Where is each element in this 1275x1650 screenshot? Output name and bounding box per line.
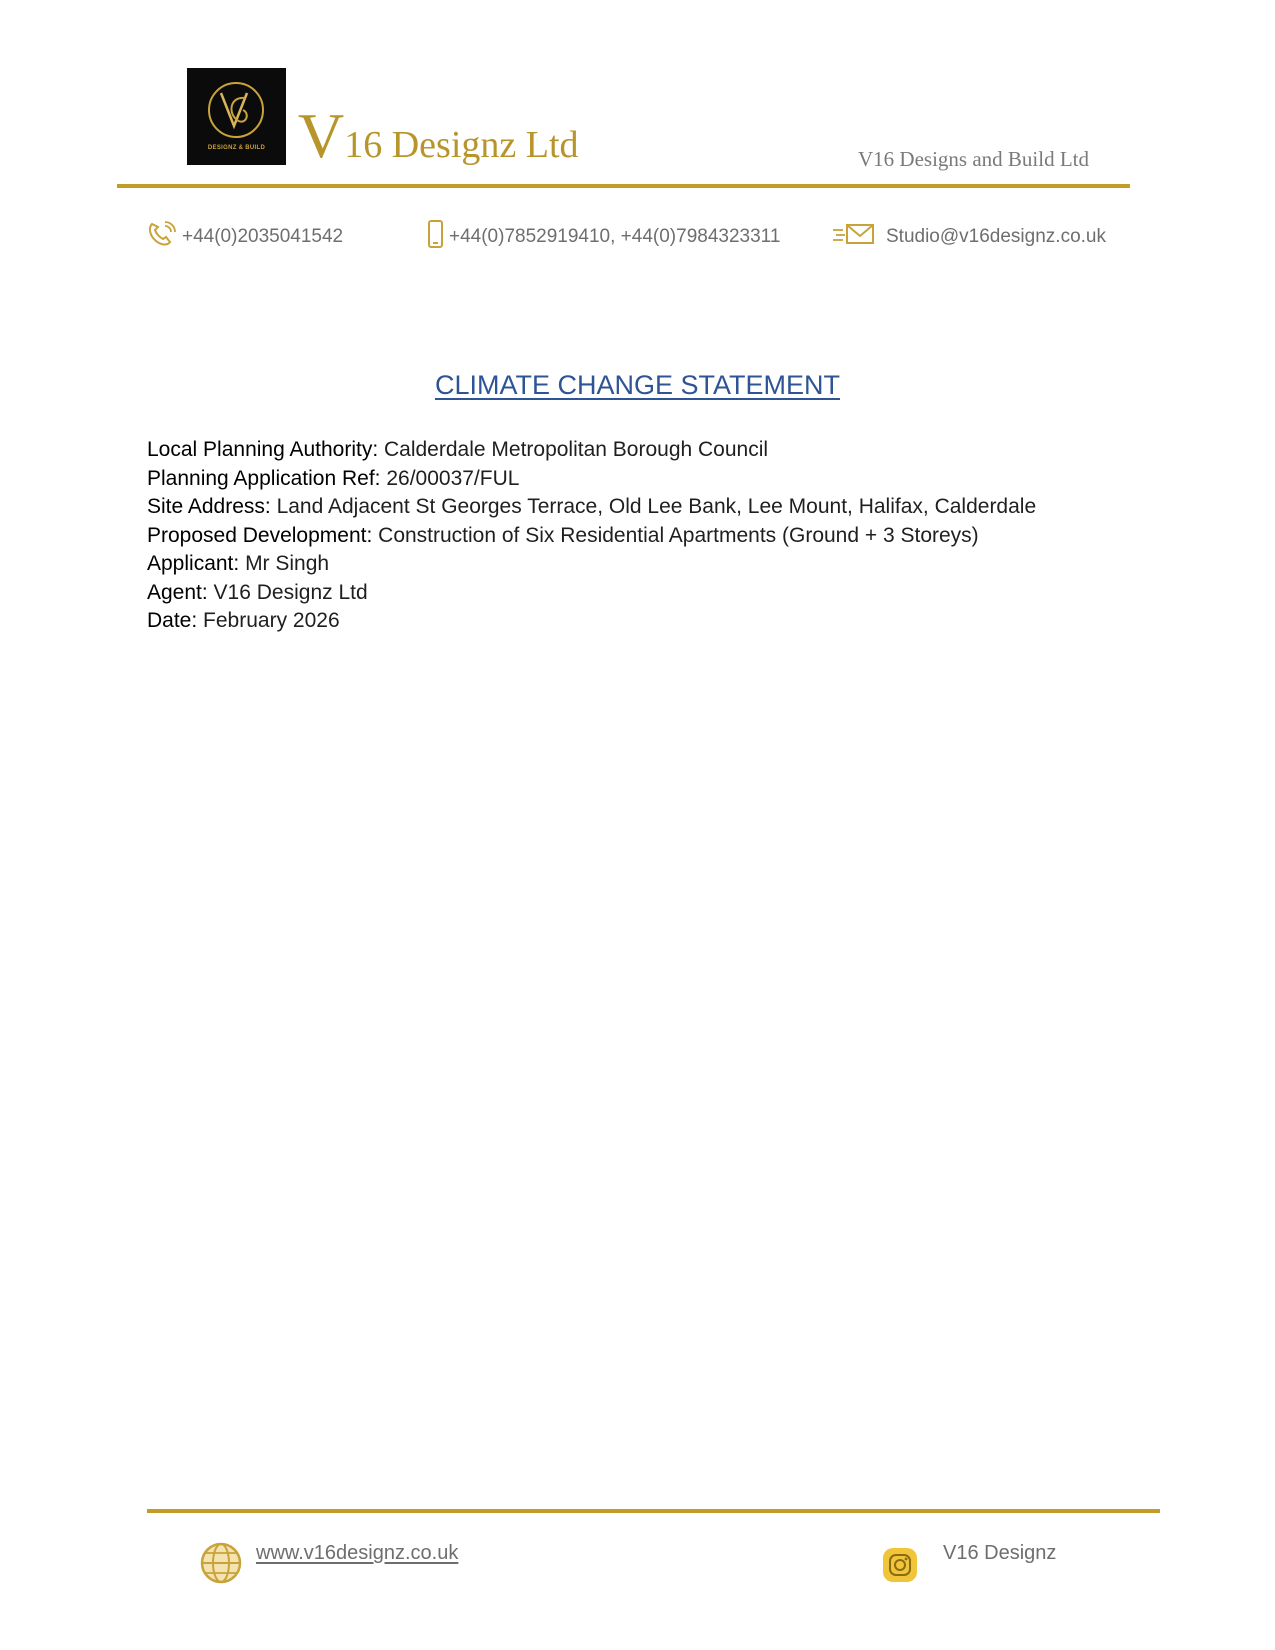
field-site-address: [147, 493, 1036, 522]
field-value: Mr Singh: [239, 552, 330, 575]
mobile-numbers: +44(0)7852919410, +44(0)7984323311: [449, 226, 781, 247]
email-address[interactable]: Studio@v16designz.co.uk: [886, 226, 1106, 247]
field-value: February 2026: [197, 609, 340, 632]
field-value: Construction of Six Residential Apartments (Ground + 3 Storeys): [372, 523, 979, 547]
document-title: CLIMATE CHANGE STATEMENT: [434, 370, 841, 400]
company-logo: [187, 68, 286, 165]
field-agent: [147, 579, 1036, 608]
field-label: Proposed Development:: [147, 523, 373, 547]
field-label: Date:: [147, 609, 198, 632]
mobile-phone-icon: [427, 220, 445, 250]
logo-caption: DESIGNZ & BUILD: [207, 145, 266, 151]
field-local-planning-authority: [147, 436, 1036, 465]
footer-divider: [147, 1509, 1160, 1513]
brand-name: [298, 100, 579, 171]
email-icon: [833, 220, 875, 248]
field-applicant: [147, 550, 1036, 579]
company-name: V16 Designs and Build Ltd: [858, 147, 1089, 171]
instagram-handle[interactable]: V16 Designz: [943, 1542, 1057, 1564]
application-details: [147, 436, 1036, 636]
field-value: Calderdale Metropolitan Borough Council: [378, 438, 769, 461]
field-date: [147, 607, 1036, 636]
field-value: V16 Designz Ltd: [207, 580, 368, 604]
landline-number: +44(0)2035041542: [182, 226, 344, 247]
field-value: 26/00037/FUL: [380, 466, 520, 490]
field-label: Applicant:: [147, 552, 240, 575]
website-link[interactable]: www.v16designz.co.uk: [256, 1542, 459, 1564]
field-planning-application-ref: [147, 465, 1036, 494]
phone-icon: [146, 220, 176, 248]
instagram-icon: [880, 1545, 920, 1585]
contact-mobile: [427, 226, 780, 248]
field-proposed-development: [147, 522, 1036, 551]
globe-icon: [199, 1541, 243, 1585]
contact-landline: [146, 226, 343, 248]
field-label: Site Address:: [147, 495, 271, 518]
header-divider: [117, 184, 1130, 188]
contact-email: [833, 226, 1106, 248]
brand-initial: V: [298, 100, 345, 171]
field-value: Land Adjacent St Georges Terrace, Old Lee Bank, Lee Mount, Halifax, Calderdale: [270, 495, 1037, 518]
brand-rest: 16 Designz Ltd: [344, 124, 579, 166]
field-label: Local Planning Authority:: [147, 438, 379, 461]
field-label: Planning Application Ref:: [147, 466, 381, 490]
field-label: Agent:: [147, 580, 208, 604]
